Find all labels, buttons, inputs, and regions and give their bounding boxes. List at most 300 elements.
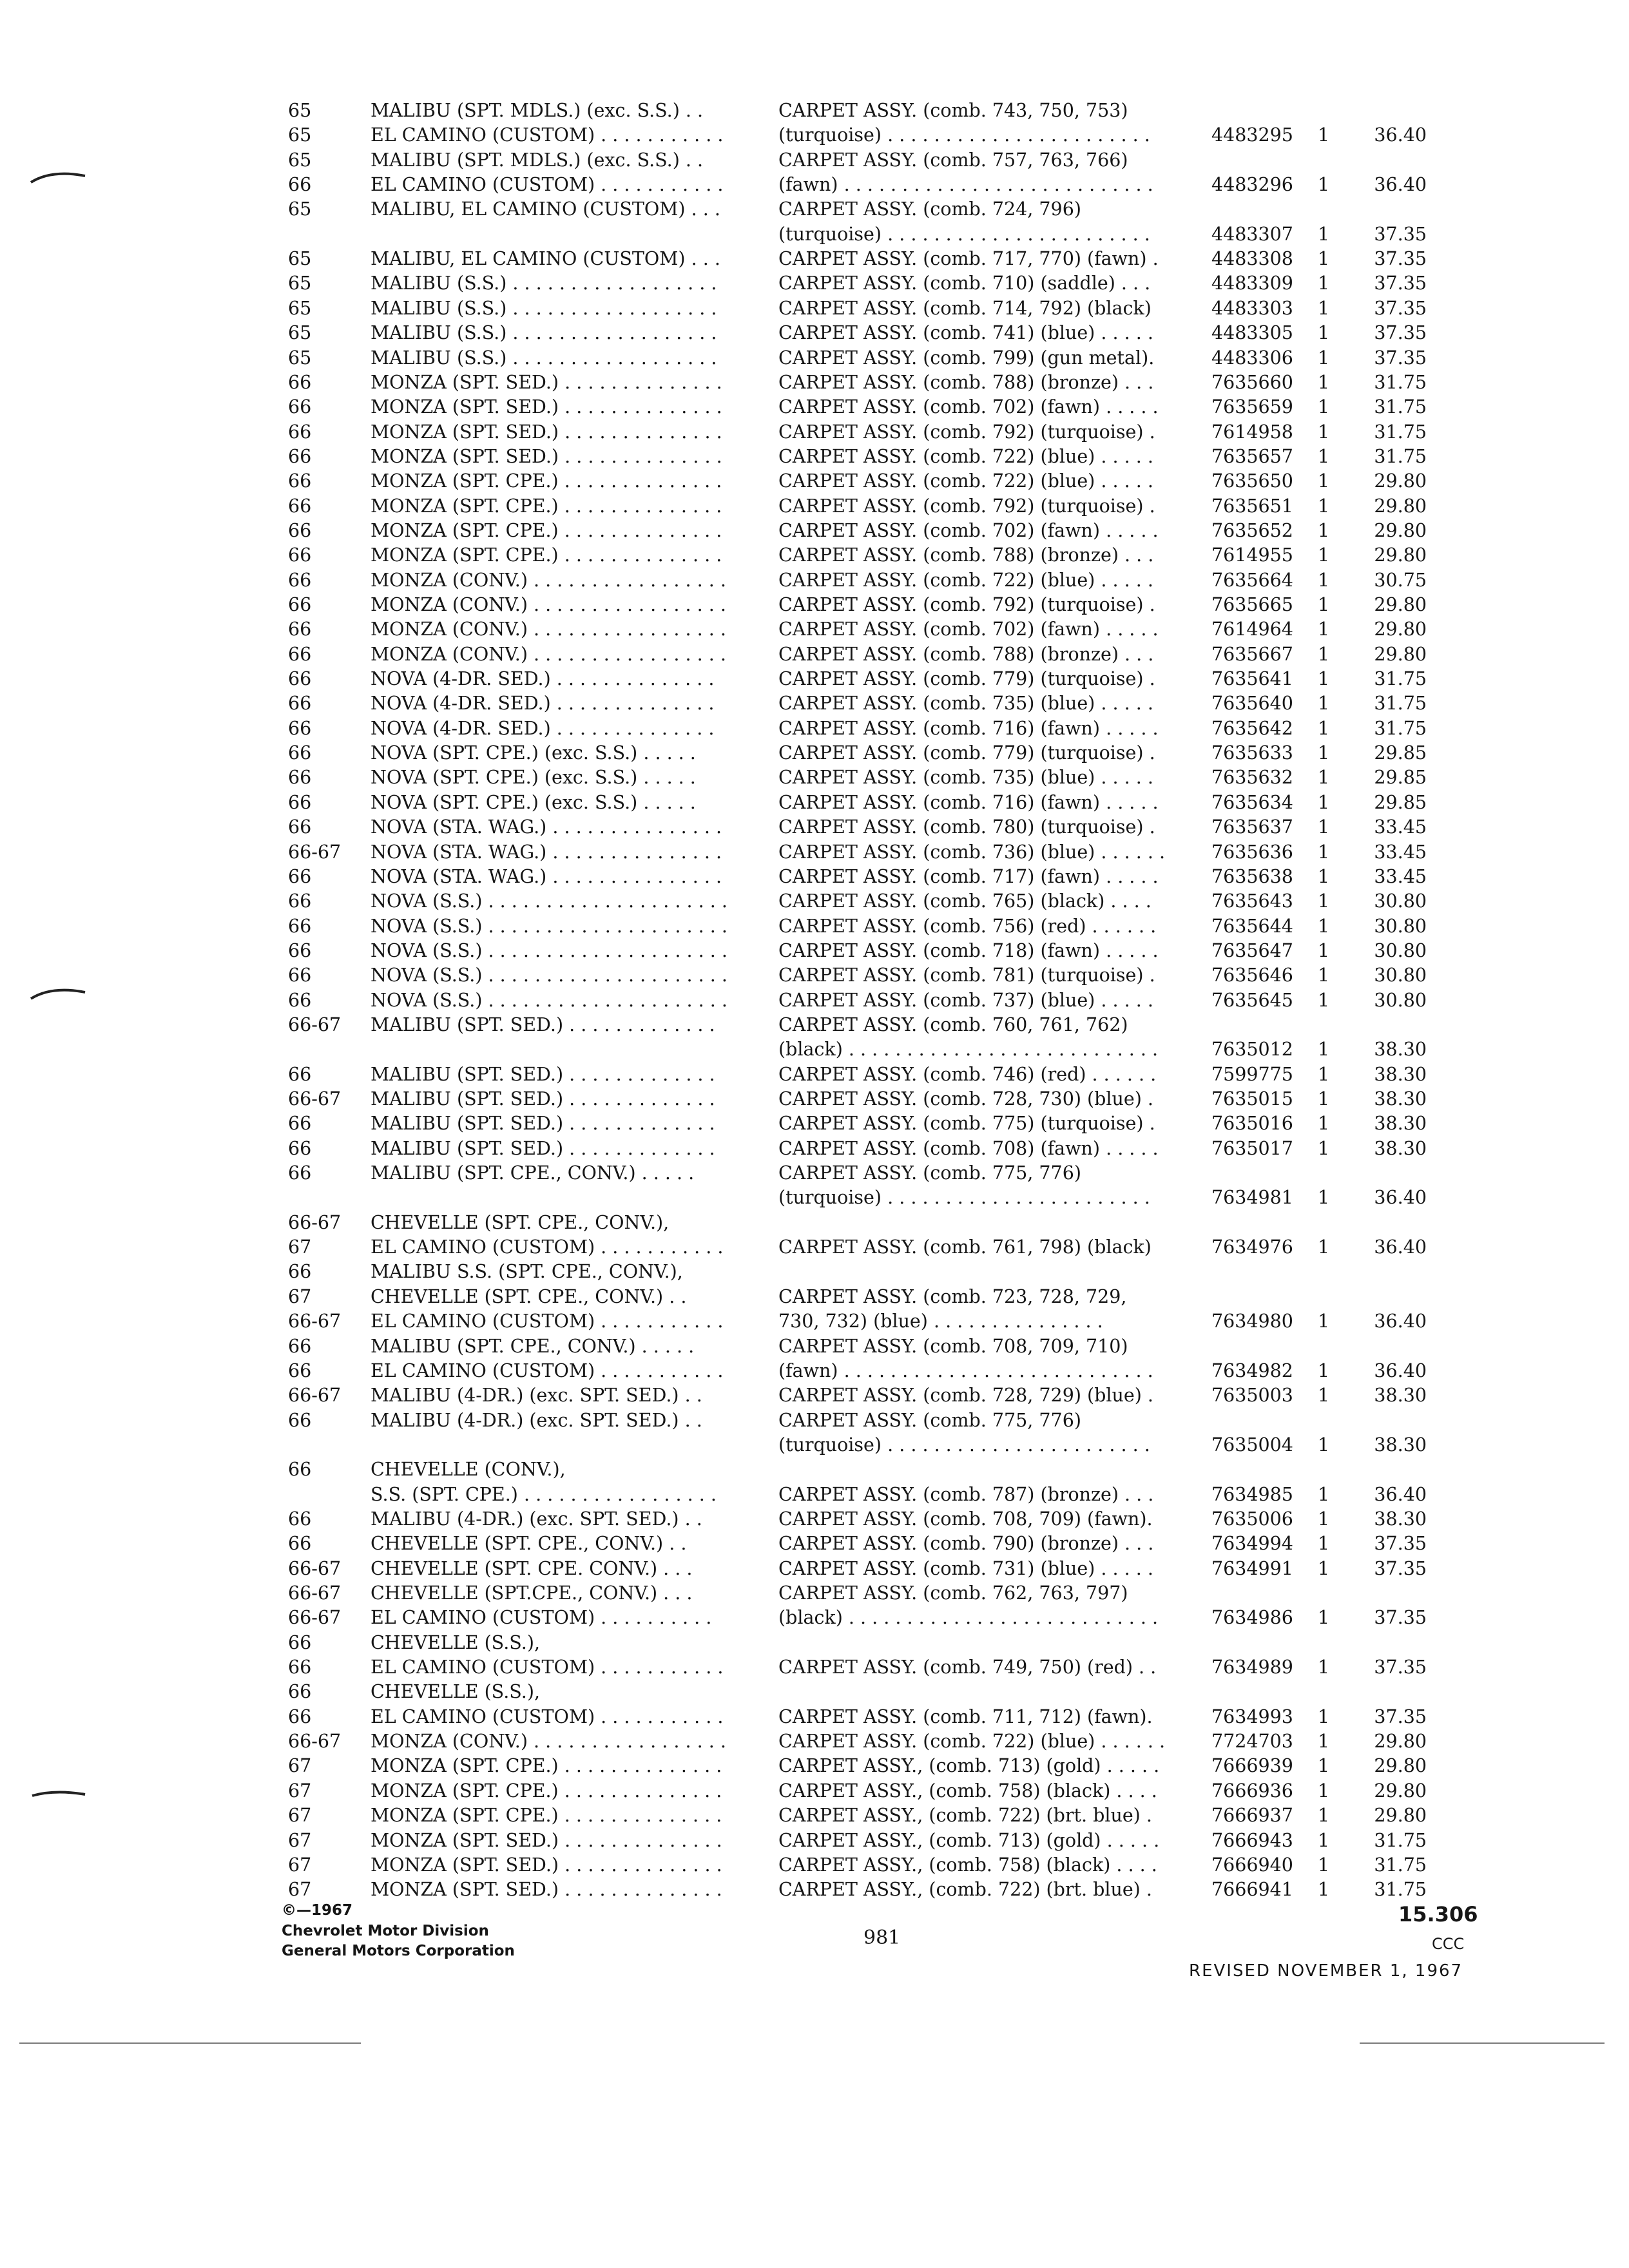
quantity: 1 [1318,1236,1330,1258]
year-cell: 66-67 [288,1582,342,1604]
part-number: 4483308 [1211,248,1293,270]
part-number: 7635634 [1211,791,1293,813]
price: 38.30 [1374,1508,1427,1530]
part-number: 7635664 [1211,569,1293,591]
part-number: 7635633 [1211,742,1293,764]
table-row [0,988,1629,1013]
part-description: CARPET ASSY. (comb. 775, 776) [778,1409,1081,1431]
model-cell: MONZA (CONV.) . . . . . . . . . . . . . . . . . [371,619,726,640]
price: 38.30 [1374,1385,1427,1407]
part-number: 7599775 [1211,1063,1293,1085]
table-row [0,173,1629,197]
quantity: 1 [1318,890,1330,912]
part-description: CARPET ASSY. (comb. 717) (fawn) . . . . . [778,865,1159,887]
table-row [0,1729,1629,1754]
margin-mark [26,1782,103,1807]
table-row [0,939,1629,963]
part-description: CARPET ASSY. (comb. 790) (bronze) . . . [778,1533,1154,1555]
model-cell: NOVA (S.S.) . . . . . . . . . . . . . . . . . . . . . [371,989,728,1011]
model-cell: MALIBU (4-DR.) (exc. SPT. SED.) . . [371,1385,702,1407]
table-row [0,642,1629,667]
price: 36.40 [1374,1311,1427,1332]
price: 31.75 [1374,421,1427,443]
part-description: CARPET ASSY., (comb. 758) (black) . . . . [778,1854,1157,1876]
quantity: 1 [1318,965,1330,986]
table-row [0,420,1629,445]
model-cell: MONZA (CONV.) . . . . . . . . . . . . . . . . . [371,643,726,665]
year-cell: 65 [288,149,312,171]
part-description: CARPET ASSY. (comb. 710) (saddle) . . . [778,273,1151,294]
model-cell: S.S. (SPT. CPE.) . . . . . . . . . . . . . . . . . [371,1483,717,1505]
year-cell: 66-67 [288,1014,342,1035]
model-cell: MALIBU (SPT. CPE., CONV.) . . . . . [371,1335,695,1357]
table-row [0,247,1629,271]
year-cell: 66 [288,767,312,789]
model-cell: NOVA (S.S.) . . . . . . . . . . . . . . . . . . . . . [371,890,728,912]
part-description: CARPET ASSY. (comb. 788) (bronze) . . . [778,643,1154,665]
year-cell: 66-67 [288,1088,342,1110]
revised-date: REVISED NOVEMBER 1, 1967 [1189,1961,1463,1981]
year-cell: 66-67 [288,841,342,863]
part-description: (fawn) . . . . . . . . . . . . . . . . . . . . . . . . . . . [778,174,1153,196]
part-number: 7635650 [1211,470,1293,492]
price: 29.80 [1374,519,1427,541]
price: 37.35 [1374,223,1427,245]
model-cell: EL CAMINO (CUSTOM) . . . . . . . . . . . [371,1236,724,1258]
part-number: 7635012 [1211,1039,1293,1061]
table-row [0,1235,1629,1260]
quantity: 1 [1318,1508,1330,1530]
table-row [0,1285,1629,1309]
table-row [0,1359,1629,1383]
model-cell: EL CAMINO (CUSTOM) . . . . . . . . . . . [371,1706,724,1727]
part-number: 7634993 [1211,1706,1293,1727]
model-cell: CHEVELLE (SPT. CPE. CONV.) . . . [371,1557,693,1579]
table-row [0,716,1629,741]
model-cell: CHEVELLE (SPT. CPE., CONV.), [371,1211,670,1233]
part-description: CARPET ASSY. (comb. 723, 728, 729, [778,1285,1127,1307]
year-cell: 66 [288,1631,312,1653]
part-description: CARPET ASSY. (comb. 708, 709, 710) [778,1335,1128,1357]
price: 38.30 [1374,1113,1427,1135]
part-number: 7635652 [1211,519,1293,541]
model-cell: CHEVELLE (S.S.), [371,1681,540,1703]
price: 29.80 [1374,495,1427,517]
table-row [0,1137,1629,1161]
table-row [0,1507,1629,1532]
part-number: 7635645 [1211,989,1293,1011]
divider-line [19,2042,361,2044]
table-row [0,865,1629,889]
price: 29.85 [1374,767,1427,789]
table-row [0,1680,1629,1704]
model-cell: MONZA (CONV.) . . . . . . . . . . . . . . . . . [371,1731,726,1753]
price: 29.80 [1374,619,1427,640]
year-cell: 67 [288,1854,312,1876]
part-number: 7635637 [1211,816,1293,838]
part-description: CARPET ASSY., (comb. 758) (black) . . . . [778,1780,1157,1802]
quantity: 1 [1318,717,1330,739]
part-description: CARPET ASSY. (comb. 722) (blue) . . . . . [778,470,1153,492]
year-cell: 65 [288,347,312,369]
table-row [0,1705,1629,1729]
part-description: CARPET ASSY. (comb. 722) (blue) . . . . . [778,445,1153,467]
model-cell: MONZA (SPT. SED.) . . . . . . . . . . . . . . [371,396,722,418]
part-description: CARPET ASSY. (comb. 724, 796) [778,198,1081,220]
model-cell: EL CAMINO (CUSTOM) . . . . . . . . . . [371,1607,712,1629]
model-cell: NOVA (S.S.) . . . . . . . . . . . . . . . . . . . . . [371,915,728,937]
quantity: 1 [1318,1434,1330,1456]
model-cell: MONZA (SPT. CPE.) . . . . . . . . . . . . . . [371,1780,722,1802]
year-cell: 66 [288,816,312,838]
table-row [0,222,1629,247]
price: 37.35 [1374,273,1427,294]
table-row [0,765,1629,790]
price: 31.75 [1374,693,1427,715]
quantity: 1 [1318,693,1330,715]
table-row [0,1309,1629,1334]
table-row [0,271,1629,296]
model-cell: EL CAMINO (CUSTOM) . . . . . . . . . . . [371,1360,724,1381]
table-row [0,1829,1629,1853]
part-number: 4483295 [1211,124,1293,146]
year-cell: 66 [288,495,312,517]
part-number: 7634994 [1211,1533,1293,1555]
part-number: 4483303 [1211,297,1293,319]
table-row [0,617,1629,642]
quantity: 1 [1318,1039,1330,1061]
part-description: CARPET ASSY. (comb. 780) (turquoise) . [778,816,1155,838]
part-number: 7635638 [1211,865,1293,887]
table-row [0,1853,1629,1878]
year-cell: 66 [288,939,312,961]
table-row [0,494,1629,519]
quantity: 1 [1318,174,1330,196]
quantity: 1 [1318,865,1330,887]
table-row [0,889,1629,914]
model-cell: EL CAMINO (CUSTOM) . . . . . . . . . . . [371,1311,724,1332]
year-cell: 65 [288,100,312,121]
quantity: 1 [1318,1755,1330,1777]
quantity: 1 [1318,347,1330,369]
year-cell: 66 [288,1657,312,1678]
price: 30.80 [1374,890,1427,912]
part-description: CARPET ASSY. (comb. 702) (fawn) . . . . . [778,619,1159,640]
table-row [0,1631,1629,1655]
model-cell: MALIBU (SPT. SED.) . . . . . . . . . . . . . [371,1014,715,1035]
model-cell: MONZA (SPT. SED.) . . . . . . . . . . . . . . [371,1879,722,1901]
year-cell: 66 [288,742,312,764]
part-number: 7614964 [1211,619,1293,640]
quantity: 1 [1318,1780,1330,1802]
part-description: CARPET ASSY. (comb. 788) (bronze) . . . [778,371,1154,393]
part-description: CARPET ASSY. (comb. 708, 709) (fawn). [778,1508,1153,1530]
part-description: CARPET ASSY. (comb. 781) (turquoise) . [778,965,1155,986]
year-cell: 67 [288,1879,312,1901]
table-row [0,963,1629,988]
part-description: CARPET ASSY. (comb. 792) (turquoise) . [778,594,1155,615]
part-number: 7635651 [1211,495,1293,517]
part-description: CARPET ASSY. (comb. 728, 729) (blue) . [778,1385,1153,1407]
part-description: (turquoise) . . . . . . . . . . . . . . . . . . . . . . . [778,1187,1150,1209]
table-row [0,914,1629,939]
part-description: CARPET ASSY. (comb. 718) (fawn) . . . . . [778,939,1159,961]
quantity: 1 [1318,1063,1330,1085]
price: 38.30 [1374,1137,1427,1159]
model-cell: MONZA (CONV.) . . . . . . . . . . . . . . . . . [371,594,726,615]
quantity: 1 [1318,495,1330,517]
year-cell: 66 [288,1459,312,1481]
quantity: 1 [1318,1533,1330,1555]
year-cell: 66 [288,1681,312,1703]
year-cell: 66 [288,1113,312,1135]
year-cell: 66 [288,1533,312,1555]
price: 38.30 [1374,1039,1427,1061]
model-cell: CHEVELLE (SPT. CPE., CONV.) . . [371,1533,687,1555]
price: 29.80 [1374,594,1427,615]
model-cell: MALIBU (S.S.) . . . . . . . . . . . . . . . . . . [371,347,717,369]
model-cell: MALIBU (SPT. CPE., CONV.) . . . . . [371,1162,695,1184]
part-description: CARPET ASSY. (comb. 741) (blue) . . . . . [778,322,1153,344]
part-number: 7635004 [1211,1434,1293,1456]
model-cell: MALIBU (SPT. MDLS.) (exc. S.S.) . . [371,100,704,121]
quantity: 1 [1318,445,1330,467]
part-description: CARPET ASSY. (comb. 728, 730) (blue) . [778,1088,1153,1110]
price: 36.40 [1374,1187,1427,1209]
part-number: 7635642 [1211,717,1293,739]
price: 38.30 [1374,1434,1427,1456]
year-cell: 65 [288,248,312,270]
part-description: CARPET ASSY. (comb. 711, 712) (fawn). [778,1706,1153,1727]
year-cell: 66 [288,1063,312,1085]
table-row [0,370,1629,395]
part-number: 7634982 [1211,1360,1293,1381]
quantity: 1 [1318,1879,1330,1901]
table-row [0,346,1629,370]
year-cell: 65 [288,273,312,294]
model-cell: NOVA (SPT. CPE.) (exc. S.S.) . . . . . [371,791,696,813]
table-row [0,1211,1629,1235]
price: 30.80 [1374,939,1427,961]
table-row [0,1334,1629,1359]
part-description: CARPET ASSY. (comb. 756) (red) . . . . . . [778,915,1157,937]
quantity: 1 [1318,1483,1330,1505]
table-row [0,321,1629,345]
year-cell: 66 [288,890,312,912]
table-row [0,543,1629,568]
part-description: CARPET ASSY. (comb. 787) (bronze) . . . [778,1483,1154,1505]
table-row [0,1754,1629,1778]
part-description: CARPET ASSY. (comb. 792) (turquoise) . [778,495,1155,517]
quantity: 1 [1318,421,1330,443]
table-row [0,1087,1629,1111]
year-cell: 66 [288,421,312,443]
price: 29.80 [1374,1755,1427,1777]
table-row [0,741,1629,765]
price: 37.35 [1374,248,1427,270]
part-number: 7635016 [1211,1113,1293,1135]
price: 31.75 [1374,1879,1427,1901]
quantity: 1 [1318,396,1330,418]
part-number: 7634976 [1211,1236,1293,1258]
part-description: CARPET ASSY. (comb. 743, 750, 753) [778,100,1128,121]
model-cell: NOVA (SPT. CPE.) (exc. S.S.) . . . . . [371,767,696,789]
quantity: 1 [1318,841,1330,863]
table-row [0,1161,1629,1186]
price: 31.75 [1374,1829,1427,1851]
quantity: 1 [1318,1113,1330,1135]
price: 31.75 [1374,717,1427,739]
year-cell: 66 [288,174,312,196]
model-cell: NOVA (S.S.) . . . . . . . . . . . . . . . . . . . . . [371,939,728,961]
part-number: 4483307 [1211,223,1293,245]
part-description: CARPET ASSY. (comb. 765) (black) . . . . [778,890,1152,912]
part-number: 7614958 [1211,421,1293,443]
part-description: CARPET ASSY. (comb. 788) (bronze) . . . [778,544,1154,566]
part-description: CARPET ASSY. (comb. 716) (fawn) . . . . . [778,717,1159,739]
quantity: 1 [1318,668,1330,690]
quantity: 1 [1318,1657,1330,1678]
price: 37.35 [1374,1607,1427,1629]
part-number: 7634986 [1211,1607,1293,1629]
model-cell: CHEVELLE (SPT. CPE., CONV.) . . [371,1285,687,1307]
quantity: 1 [1318,544,1330,566]
table-row [0,1408,1629,1433]
part-number: 7635644 [1211,915,1293,937]
part-description: (black) . . . . . . . . . . . . . . . . . . . . . . . . . . . [778,1607,1159,1629]
price: 30.75 [1374,569,1427,591]
table-row [0,99,1629,123]
price: 36.40 [1374,1483,1427,1505]
quantity: 1 [1318,322,1330,344]
part-description: (turquoise) . . . . . . . . . . . . . . . . . . . . . . . [778,124,1150,146]
part-number: 7635659 [1211,396,1293,418]
part-number: 7635015 [1211,1088,1293,1110]
model-cell: MALIBU (SPT. SED.) . . . . . . . . . . . . . [371,1063,715,1085]
year-cell: 66 [288,519,312,541]
year-cell: 66 [288,1162,312,1184]
price: 37.35 [1374,1657,1427,1678]
year-cell: 66-67 [288,1385,342,1407]
year-cell: 66 [288,1508,312,1530]
part-description: CARPET ASSY. (comb. 722) (blue) . . . . . . [778,1731,1166,1753]
year-cell: 66-67 [288,1607,342,1629]
year-cell: 66 [288,371,312,393]
table-row [0,1483,1629,1507]
price: 37.35 [1374,1557,1427,1579]
part-description: CARPET ASSY. (comb. 717, 770) (fawn) . [778,248,1159,270]
model-cell: MONZA (SPT. CPE.) . . . . . . . . . . . . . . [371,1805,722,1827]
model-cell: CHEVELLE (CONV.), [371,1459,566,1481]
model-cell: MONZA (SPT. CPE.) . . . . . . . . . . . . . . [371,519,722,541]
quantity: 1 [1318,1706,1330,1727]
section-code: CCC [1432,1935,1465,1953]
table-row [0,691,1629,716]
table-row [0,1878,1629,1902]
part-number: 7634980 [1211,1311,1293,1332]
year-cell: 66 [288,989,312,1011]
table-row [0,667,1629,691]
model-cell: MALIBU (S.S.) . . . . . . . . . . . . . . . . . . [371,273,717,294]
price: 37.35 [1374,347,1427,369]
part-number: 7635017 [1211,1137,1293,1159]
model-cell: EL CAMINO (CUSTOM) . . . . . . . . . . . [371,174,724,196]
year-cell: 66 [288,470,312,492]
quantity: 1 [1318,470,1330,492]
part-description: CARPET ASSY., (comb. 713) (gold) . . . . . [778,1755,1160,1777]
table-row [0,815,1629,840]
model-cell: MONZA (SPT. SED.) . . . . . . . . . . . . . . [371,1829,722,1851]
model-cell: MONZA (SPT. SED.) . . . . . . . . . . . . . . [371,421,722,443]
part-description: CARPET ASSY. (comb. 702) (fawn) . . . . . [778,519,1159,541]
model-cell: MALIBU (S.S.) . . . . . . . . . . . . . . . . . . [371,297,717,319]
table-row [0,1062,1629,1087]
part-description: CARPET ASSY., (comb. 722) (brt. blue) . [778,1805,1152,1827]
table-row [0,593,1629,617]
table-row [0,1037,1629,1062]
year-cell: 65 [288,297,312,319]
page-number: 981 [863,1927,901,1949]
year-cell: 66 [288,865,312,887]
model-cell: MALIBU, EL CAMINO (CUSTOM) . . . [371,248,720,270]
part-description: CARPET ASSY. (comb. 779) (turquoise) . [778,668,1155,690]
price: 36.40 [1374,1360,1427,1381]
year-cell: 65 [288,198,312,220]
model-cell: MONZA (SPT. CPE.) . . . . . . . . . . . . . . [371,1755,722,1777]
quantity: 1 [1318,1607,1330,1629]
part-description: CARPET ASSY., (comb. 722) (brt. blue) . [778,1879,1152,1901]
price: 31.75 [1374,668,1427,690]
table-row [0,1013,1629,1037]
part-description: CARPET ASSY. (comb. 762, 763, 797) [778,1582,1128,1604]
quantity: 1 [1318,248,1330,270]
model-cell: MALIBU S.S. (SPT. CPE., CONV.), [371,1261,683,1283]
part-description: CARPET ASSY. (comb. 737) (blue) . . . . . [778,989,1153,1011]
part-description: CARPET ASSY. (comb. 761, 798) (black) [778,1236,1152,1258]
price: 33.45 [1374,816,1427,838]
year-cell: 66 [288,619,312,640]
year-cell: 66 [288,717,312,739]
part-description: CARPET ASSY. (comb. 760, 761, 762) [778,1014,1128,1035]
table-row [0,197,1629,222]
part-description: CARPET ASSY. (comb. 749, 750) (red) . . [778,1657,1157,1678]
quantity: 1 [1318,767,1330,789]
part-number: 7634985 [1211,1483,1293,1505]
part-number: 7635665 [1211,594,1293,615]
model-cell: NOVA (SPT. CPE.) (exc. S.S.) . . . . . [371,742,696,764]
year-cell: 67 [288,1805,312,1827]
part-number: 7666936 [1211,1780,1293,1802]
model-cell: MALIBU (SPT. SED.) . . . . . . . . . . . . . [371,1113,715,1135]
part-number: 7666941 [1211,1879,1293,1901]
part-number: 7635660 [1211,371,1293,393]
table-row [0,1383,1629,1408]
quantity: 1 [1318,1731,1330,1753]
part-description: CARPET ASSY. (comb. 722) (blue) . . . . . [778,569,1153,591]
price: 29.80 [1374,1780,1427,1802]
year-cell: 66 [288,1137,312,1159]
table-row [0,148,1629,173]
price: 38.30 [1374,1088,1427,1110]
price: 31.75 [1374,396,1427,418]
part-description: CARPET ASSY. (comb. 779) (turquoise) . [778,742,1155,764]
table-row [0,1655,1629,1680]
model-cell: MALIBU (SPT. MDLS.) (exc. S.S.) . . [371,149,704,171]
quantity: 1 [1318,1829,1330,1851]
part-description: CARPET ASSY. (comb. 714, 792) (black) [778,297,1152,319]
year-cell: 66 [288,544,312,566]
quantity: 1 [1318,297,1330,319]
